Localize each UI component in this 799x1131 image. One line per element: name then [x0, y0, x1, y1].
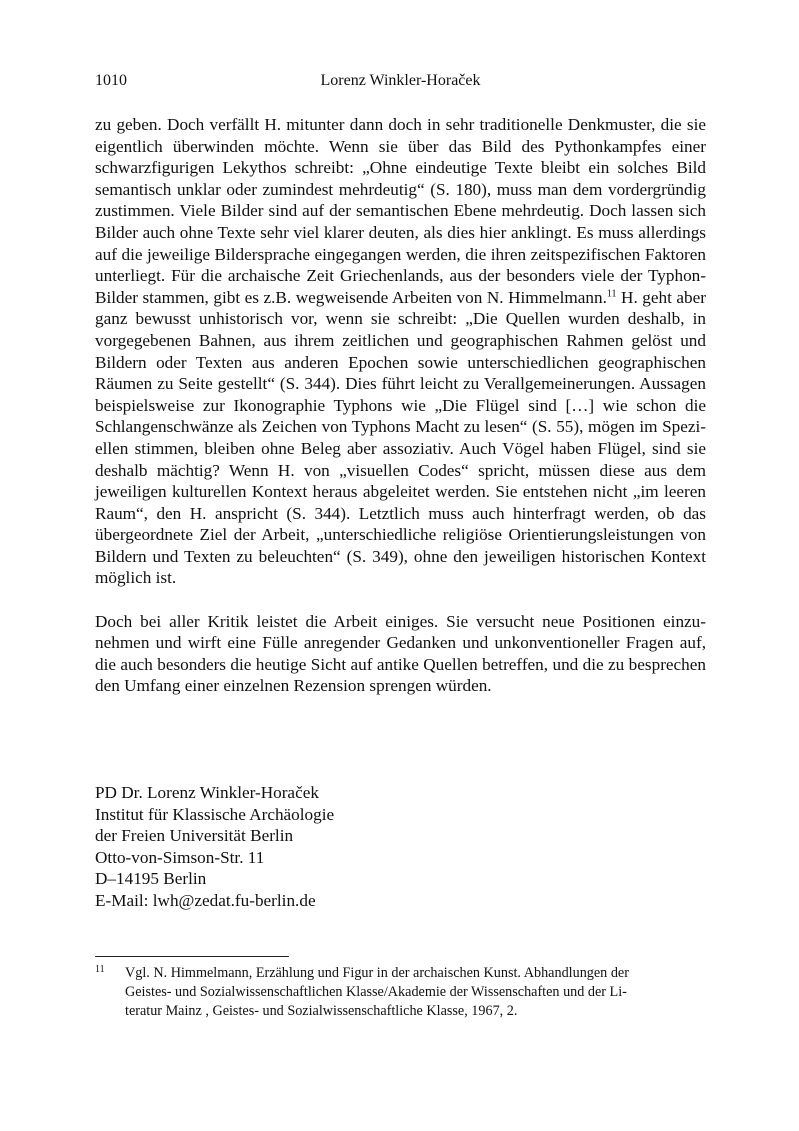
footnote	[95, 964, 706, 1021]
author-name: PD Dr. Lorenz Winkler-Horaček	[95, 783, 319, 802]
page-header	[95, 72, 706, 92]
paragraph-1	[95, 114, 706, 589]
author-university: der Freien Universität Berlin	[95, 826, 294, 846]
footnote-line-2: Geistes- und Sozialwissenschaftlichen Klasse/Akademie der Wissenschaften und der Li-	[125, 984, 627, 1000]
author-email[interactable]: E-Mail: lwh@zedat.fu-berlin.de	[95, 890, 316, 910]
footnote-divider	[95, 956, 289, 957]
page-number: 1010	[95, 72, 127, 89]
running-title: Lorenz Winkler-Horaček	[320, 72, 481, 89]
author-address	[95, 782, 334, 912]
paragraph-1-part-2: H. geht aber ganz bewusst unhistorisch vor, wenn sie schreibt: „Die Quellen wurden deshalb, in vorgegebenen Bahnen, aus ihrem zeitlichen und geographischen Rahmen gelöst und Bildern oder Texten aus anderen Epochen sowie unterschiedlichen geographischen Räumen zu Seite gestellt“ (S. 344). Dies führt leicht zu Verallgemeinerungen. Aussagen beispielsweise zur Ikonographie Typhons wie „Die Flügel sind […] wie schon die Schlangenschwänze als Zeichen von Typhons Macht zu lesen“ (S. 55), mögen im Speziellen stimmen, bleiben ohne Beleg aber assoziativ. Auch Vögel haben Flügel, sind sie deshalb mächtig? Wenn H. von „visuellen Codes“ spricht, müssen diese aus dem jeweiligen kulturellen Kontext heraus abgeleitet werden. Sie entstehen nicht „im leeren Raum“, den H. anspricht (S. 344). Letztlich muss auch hinterfragt werden, ob das übergeordnete Ziel der Arbeit, „unterschiedliche religiöse Orientierungsleistungen von Bildern und Texten zu beleuchten“ (S. 349), ohne den jeweiligen historischen Kontext möglich ist.	[95, 287, 706, 588]
footnote-text	[125, 964, 706, 1021]
footnote-reference[interactable]: 11	[606, 288, 617, 300]
footnote-line-3: teratur Mainz , Geistes- und Sozialwissenschaftliche Klasse, 1967, 2.	[125, 1003, 518, 1019]
body-text	[95, 114, 706, 697]
author-city: D–14195 Berlin	[95, 869, 207, 889]
paragraph-2: Doch bei aller Kritik leistet die Arbeit einiges. Sie versucht neue Positionen einzunehmen und wirft eine Fülle anregender Gedanken und unkonventioneller Fragen auf, die auch besonders die heutige Sicht auf antike Quellen betreffen, und die zu besprechen den Umfang einer einzelnen Rezension sprengen würden.	[95, 611, 706, 696]
footnote-line-1: Vgl. N. Himmelmann, Erzählung und Figur in der archaischen Kunst. Abhandlungen der	[125, 965, 629, 981]
author-institute: Institut für Klassische Archäologie	[95, 804, 335, 824]
footnote-number: 11	[95, 964, 105, 975]
paragraph-1-part-1: zu geben. Doch verfällt H. mitunter dann doch in sehr traditionelle Denkmuster, die sie eigentlich überwinden möchte. Wenn sie über das Bild des Pythonkampfes einer schwarzfigurigen Lekythos schreibt: „Ohne eindeutige Texte bleibt ein solches Bild semantisch unklar oder zumindest mehrdeutig“ (S. 180), muss man dem vordergründig zustimmen. Viele Bilder sind auf der semantischen Ebene mehrdeutig. Doch lassen sich Bilder auch ohne Texte sehr viel klarer deuten, als dies hier anklingt. Es muss allerdings auf die jeweilige Bildersprache eingegangen werden, die ihren zeitspezifischen Faktoren unterliegt. Für die archaische Zeit Griechenlands, aus der besonders viele der Typhon-Bilder stammen, gibt es z.B. wegweisende Arbeiten von N. Himmelmann.	[95, 115, 706, 307]
author-street: Otto-von-Simson-Str. 11	[95, 847, 265, 867]
